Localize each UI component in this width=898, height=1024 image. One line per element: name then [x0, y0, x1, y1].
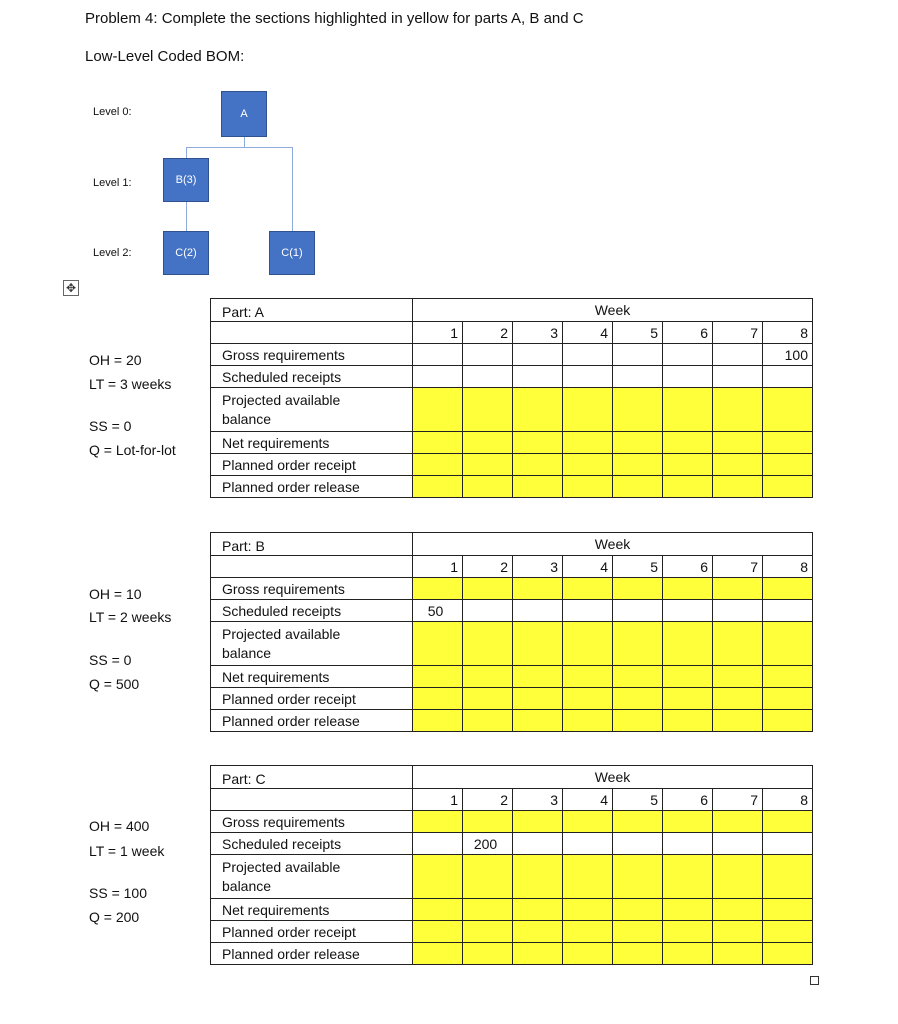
por-cell-week-6[interactable] — [663, 454, 713, 476]
scheduled-cell-week-7 — [713, 833, 763, 855]
scheduled-cell-week-3 — [513, 833, 563, 855]
porl-cell-week-8[interactable] — [763, 943, 813, 965]
planned-order-release-label: Planned order release — [211, 710, 413, 732]
pab-cell-week-3[interactable] — [513, 388, 563, 432]
net-cell-week-6[interactable] — [663, 666, 713, 688]
por-cell-week-3[interactable] — [513, 688, 563, 710]
porl-cell-week-2[interactable] — [463, 710, 513, 732]
net-cell-week-3[interactable] — [513, 899, 563, 921]
week-number-week-2: 2 — [463, 322, 513, 344]
part-c-q: Q = 200 — [89, 909, 140, 925]
por-cell-week-5[interactable] — [613, 921, 663, 943]
week-number-week-5: 5 — [613, 789, 663, 811]
por-cell-week-2[interactable] — [463, 688, 513, 710]
gross-cell-week-8[interactable] — [763, 811, 813, 833]
week-number-week-7: 7 — [713, 322, 763, 344]
gross-cell-week-6[interactable] — [663, 578, 713, 600]
gross-cell-week-7[interactable] — [713, 578, 763, 600]
part-b-lt: LT = 2 weeks — [89, 609, 172, 625]
week-number-week-1: 1 — [413, 322, 463, 344]
week-number-week-8: 8 — [763, 556, 813, 578]
part-a-oh: OH = 20 — [89, 352, 142, 368]
part-c-label: Part: C — [222, 771, 266, 787]
por-cell-week-1[interactable] — [413, 454, 463, 476]
gross-requirements-label: Gross requirements — [211, 344, 413, 366]
porl-cell-week-7[interactable] — [713, 943, 763, 965]
week-number-week-6: 6 — [663, 556, 713, 578]
porl-cell-week-1[interactable] — [413, 943, 463, 965]
porl-cell-week-7[interactable] — [713, 710, 763, 732]
pab-cell-week-1[interactable] — [413, 388, 463, 432]
net-cell-week-6[interactable] — [663, 432, 713, 454]
por-cell-week-1[interactable] — [413, 921, 463, 943]
porl-cell-week-7[interactable] — [713, 476, 763, 498]
por-cell-week-4[interactable] — [563, 454, 613, 476]
net-cell-week-5[interactable] — [613, 899, 663, 921]
part-b-label: Part: B — [222, 538, 265, 554]
por-cell-week-1[interactable] — [413, 688, 463, 710]
part-a-ss: SS = 0 — [89, 418, 132, 434]
gross-cell-week-8[interactable] — [763, 578, 813, 600]
part-b-q: Q = 500 — [89, 676, 140, 692]
net-cell-week-2[interactable] — [463, 432, 513, 454]
porl-cell-week-3[interactable] — [513, 943, 563, 965]
net-cell-week-1[interactable] — [413, 432, 463, 454]
net-requirements-row — [211, 666, 813, 688]
planned-order-release-label: Planned order release — [211, 476, 413, 498]
scheduled-cell-week-3 — [513, 600, 563, 622]
net-cell-week-4[interactable] — [563, 666, 613, 688]
part-b-ss: SS = 0 — [89, 652, 132, 668]
porl-cell-week-6[interactable] — [663, 943, 713, 965]
net-cell-week-4[interactable] — [563, 432, 613, 454]
net-cell-week-7[interactable] — [713, 432, 763, 454]
mrp-table-part-c — [210, 765, 813, 965]
scheduled-receipts-label: Scheduled receipts — [211, 600, 413, 622]
scheduled-cell-week-2 — [463, 366, 513, 388]
net-cell-week-1[interactable] — [413, 666, 463, 688]
por-cell-week-2[interactable] — [463, 454, 513, 476]
week-number-week-3: 3 — [513, 556, 563, 578]
porl-cell-week-2[interactable] — [463, 943, 513, 965]
scheduled-cell-week-6 — [663, 600, 713, 622]
porl-cell-week-1[interactable] — [413, 710, 463, 732]
scheduled-cell-week-1 — [413, 366, 463, 388]
porl-cell-week-6[interactable] — [663, 710, 713, 732]
connector-horizontal — [186, 147, 293, 148]
week-number-week-2: 2 — [463, 789, 513, 811]
pab-cell-week-8[interactable] — [763, 622, 813, 666]
gross-cell-week-3[interactable] — [513, 811, 563, 833]
net-requirements-label: Net requirements — [211, 666, 413, 688]
net-cell-week-4[interactable] — [563, 899, 613, 921]
bom-subtitle: Low-Level Coded BOM: — [85, 48, 245, 65]
part-a-q: Q = Lot-for-lot — [89, 442, 176, 458]
por-cell-week-2[interactable] — [463, 921, 513, 943]
scheduled-cell-week-7 — [713, 600, 763, 622]
scheduled-receipts-row — [211, 600, 813, 622]
connector-to-c1 — [292, 147, 293, 231]
planned-order-receipt-row — [211, 688, 813, 710]
connector-b-to-c2 — [186, 202, 187, 231]
gross-cell-week-3[interactable] — [513, 578, 563, 600]
scheduled-cell-week-5 — [613, 833, 663, 855]
scheduled-cell-week-1 — [413, 833, 463, 855]
scheduled-cell-week-4 — [563, 366, 613, 388]
bom-node-b3: B(3) — [163, 158, 209, 202]
part-c-lt: LT = 1 week — [89, 843, 165, 859]
porl-cell-week-4[interactable] — [563, 710, 613, 732]
planned-order-release-row — [211, 943, 813, 965]
planned-order-release-label: Planned order release — [211, 943, 413, 965]
por-cell-week-6[interactable] — [663, 921, 713, 943]
planned-order-receipt-label: Planned order receipt — [211, 921, 413, 943]
mrp-table-part-a — [210, 298, 813, 498]
pab-cell-week-7[interactable] — [713, 855, 763, 899]
scheduled-cell-week-6 — [663, 366, 713, 388]
pab-cell-week-2[interactable] — [463, 388, 513, 432]
mrp-table-part-b — [210, 532, 813, 732]
week-number-week-7: 7 — [713, 789, 763, 811]
projected-available-balance-row — [211, 855, 813, 899]
scheduled-receipts-row — [211, 366, 813, 388]
part-c-ss: SS = 100 — [89, 885, 147, 901]
gross-cell-week-2 — [463, 344, 513, 366]
problem-title: Problem 4: Complete the sections highlighted in yellow for parts A, B and C — [85, 10, 584, 27]
scheduled-cell-week-2: 200 — [463, 833, 513, 855]
gross-cell-week-5[interactable] — [613, 811, 663, 833]
week-number-row — [211, 556, 813, 578]
porl-cell-week-8[interactable] — [763, 710, 813, 732]
pab-cell-week-6[interactable] — [663, 855, 713, 899]
pab-cell-week-1[interactable] — [413, 855, 463, 899]
pab-cell-week-5[interactable] — [613, 855, 663, 899]
net-cell-week-2[interactable] — [463, 666, 513, 688]
week-number-week-4: 4 — [563, 789, 613, 811]
level-0-label: Level 0: — [93, 106, 132, 118]
porl-cell-week-4[interactable] — [563, 476, 613, 498]
pab-cell-week-2[interactable] — [463, 855, 513, 899]
connector-to-b — [186, 147, 187, 158]
net-cell-week-7[interactable] — [713, 899, 763, 921]
porl-cell-week-4[interactable] — [563, 943, 613, 965]
week-number-week-5: 5 — [613, 322, 663, 344]
porl-cell-week-2[interactable] — [463, 476, 513, 498]
week-number-week-1: 1 — [413, 789, 463, 811]
por-cell-week-8[interactable] — [763, 688, 813, 710]
gross-cell-week-6[interactable] — [663, 811, 713, 833]
part-a-label: Part: A — [222, 304, 265, 320]
net-cell-week-3[interactable] — [513, 432, 563, 454]
por-cell-week-7[interactable] — [713, 921, 763, 943]
pab-cell-week-4[interactable] — [563, 855, 613, 899]
scheduled-cell-week-8 — [763, 833, 813, 855]
week-number-week-1: 1 — [413, 556, 463, 578]
pab-cell-week-8[interactable] — [763, 855, 813, 899]
header-blank-cell — [211, 533, 413, 556]
week-number-week-3: 3 — [513, 789, 563, 811]
por-cell-week-7[interactable] — [713, 688, 763, 710]
bom-node-c1: C(1) — [269, 231, 315, 275]
porl-cell-week-5[interactable] — [613, 476, 663, 498]
scheduled-cell-week-2 — [463, 600, 513, 622]
por-cell-week-3[interactable] — [513, 454, 563, 476]
por-cell-week-5[interactable] — [613, 688, 663, 710]
scheduled-cell-week-3 — [513, 366, 563, 388]
porl-cell-week-1[interactable] — [413, 476, 463, 498]
net-cell-week-8[interactable] — [763, 432, 813, 454]
pab-cell-week-3[interactable] — [513, 622, 563, 666]
net-cell-week-8[interactable] — [763, 666, 813, 688]
por-cell-week-4[interactable] — [563, 688, 613, 710]
week-header: Week — [413, 299, 813, 322]
por-cell-week-4[interactable] — [563, 921, 613, 943]
planned-order-receipt-label: Planned order receipt — [211, 454, 413, 476]
gross-requirements-label: Gross requirements — [211, 811, 413, 833]
week-number-week-7: 7 — [713, 556, 763, 578]
scheduled-cell-week-8 — [763, 600, 813, 622]
net-requirements-row — [211, 432, 813, 454]
projected-available-balance-label: Projected available balance — [211, 388, 413, 432]
part-b-oh: OH = 10 — [89, 586, 142, 602]
week-number-week-5: 5 — [613, 556, 663, 578]
net-cell-week-2[interactable] — [463, 899, 513, 921]
gross-cell-week-2[interactable] — [463, 578, 513, 600]
week-number-week-3: 3 — [513, 322, 563, 344]
week-number-week-2: 2 — [463, 556, 513, 578]
week-number-row — [211, 322, 813, 344]
porl-cell-week-3[interactable] — [513, 476, 563, 498]
planned-order-receipt-row — [211, 921, 813, 943]
scheduled-cell-week-5 — [613, 366, 663, 388]
pab-cell-week-4[interactable] — [563, 622, 613, 666]
por-cell-week-5[interactable] — [613, 454, 663, 476]
gross-cell-week-5[interactable] — [613, 578, 663, 600]
net-cell-week-6[interactable] — [663, 899, 713, 921]
scheduled-cell-week-7 — [713, 366, 763, 388]
week-number-row — [211, 789, 813, 811]
net-requirements-label: Net requirements — [211, 432, 413, 454]
net-cell-week-5[interactable] — [613, 666, 663, 688]
level-1-label: Level 1: — [93, 177, 132, 189]
scheduled-cell-week-1: 50 — [413, 600, 463, 622]
pab-cell-week-3[interactable] — [513, 855, 563, 899]
gross-requirements-row — [211, 811, 813, 833]
planned-order-release-row — [211, 476, 813, 498]
pab-cell-week-7[interactable] — [713, 622, 763, 666]
table-move-handle-icon[interactable]: ✥ — [63, 280, 79, 296]
week-number-week-4: 4 — [563, 322, 613, 344]
scheduled-cell-week-4 — [563, 833, 613, 855]
gross-cell-week-8: 100 — [763, 344, 813, 366]
pab-cell-week-8[interactable] — [763, 388, 813, 432]
scheduled-cell-week-5 — [613, 600, 663, 622]
por-cell-week-8[interactable] — [763, 921, 813, 943]
projected-available-balance-label: Projected available balance — [211, 622, 413, 666]
pab-cell-week-1[interactable] — [413, 622, 463, 666]
gross-requirements-row — [211, 344, 813, 366]
gross-cell-week-5 — [613, 344, 663, 366]
pab-cell-week-5[interactable] — [613, 388, 663, 432]
porl-cell-week-8[interactable] — [763, 476, 813, 498]
table-resize-handle[interactable] — [810, 976, 819, 985]
pab-cell-week-6[interactable] — [663, 622, 713, 666]
pab-cell-week-4[interactable] — [563, 388, 613, 432]
net-cell-week-8[interactable] — [763, 899, 813, 921]
scheduled-receipts-row — [211, 833, 813, 855]
net-cell-week-5[interactable] — [613, 432, 663, 454]
gross-requirements-row — [211, 578, 813, 600]
gross-cell-week-6 — [663, 344, 713, 366]
connector-a-down — [244, 137, 245, 147]
week-number-week-6: 6 — [663, 322, 713, 344]
level-2-label: Level 2: — [93, 247, 132, 259]
gross-cell-week-3 — [513, 344, 563, 366]
scheduled-cell-week-8 — [763, 366, 813, 388]
net-cell-week-7[interactable] — [713, 666, 763, 688]
scheduled-cell-week-6 — [663, 833, 713, 855]
pab-cell-week-6[interactable] — [663, 388, 713, 432]
week-number-week-8: 8 — [763, 789, 813, 811]
projected-available-balance-row — [211, 388, 813, 432]
projected-available-balance-label: Projected available balance — [211, 855, 413, 899]
pab-cell-week-5[interactable] — [613, 622, 663, 666]
porl-cell-week-5[interactable] — [613, 943, 663, 965]
week-header: Week — [413, 766, 813, 789]
porl-cell-week-5[interactable] — [613, 710, 663, 732]
bom-node-c2: C(2) — [163, 231, 209, 275]
gross-cell-week-1 — [413, 344, 463, 366]
gross-cell-week-7[interactable] — [713, 811, 763, 833]
net-cell-week-1[interactable] — [413, 899, 463, 921]
gross-cell-week-1[interactable] — [413, 578, 463, 600]
por-cell-week-6[interactable] — [663, 688, 713, 710]
scheduled-cell-week-4 — [563, 600, 613, 622]
gross-cell-week-1[interactable] — [413, 811, 463, 833]
week-header: Week — [413, 533, 813, 556]
header-blank-cell — [211, 299, 413, 322]
gross-requirements-label: Gross requirements — [211, 578, 413, 600]
net-cell-week-3[interactable] — [513, 666, 563, 688]
planned-order-release-row — [211, 710, 813, 732]
planned-order-receipt-row — [211, 454, 813, 476]
gross-cell-week-4 — [563, 344, 613, 366]
part-c-oh: OH = 400 — [89, 818, 150, 834]
gross-cell-week-7 — [713, 344, 763, 366]
planned-order-receipt-label: Planned order receipt — [211, 688, 413, 710]
bom-node-a: A — [221, 91, 267, 137]
projected-available-balance-row — [211, 622, 813, 666]
scheduled-receipts-label: Scheduled receipts — [211, 833, 413, 855]
net-requirements-row — [211, 899, 813, 921]
gross-cell-week-4[interactable] — [563, 578, 613, 600]
week-number-week-6: 6 — [663, 789, 713, 811]
por-cell-week-7[interactable] — [713, 454, 763, 476]
por-cell-week-3[interactable] — [513, 921, 563, 943]
porl-cell-week-6[interactable] — [663, 476, 713, 498]
part-a-lt: LT = 3 weeks — [89, 376, 172, 392]
header-blank-cell — [211, 766, 413, 789]
week-number-week-8: 8 — [763, 322, 813, 344]
por-cell-week-8[interactable] — [763, 454, 813, 476]
porl-cell-week-3[interactable] — [513, 710, 563, 732]
pab-cell-week-7[interactable] — [713, 388, 763, 432]
gross-cell-week-4[interactable] — [563, 811, 613, 833]
net-requirements-label: Net requirements — [211, 899, 413, 921]
pab-cell-week-2[interactable] — [463, 622, 513, 666]
scheduled-receipts-label: Scheduled receipts — [211, 366, 413, 388]
gross-cell-week-2[interactable] — [463, 811, 513, 833]
week-number-week-4: 4 — [563, 556, 613, 578]
